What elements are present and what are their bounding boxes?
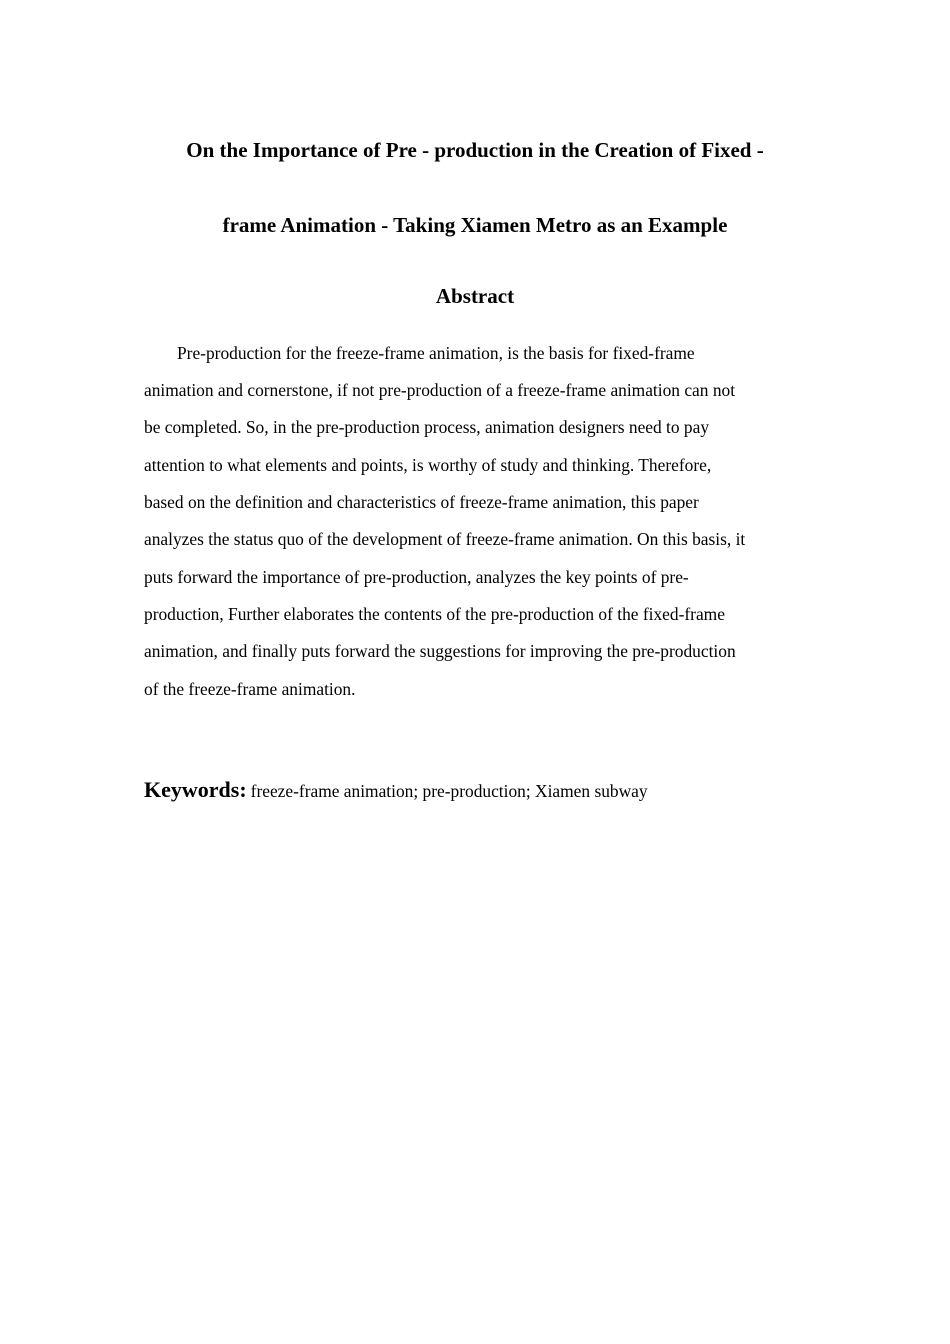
abstract-line: of the freeze-frame animation. [144, 679, 356, 699]
keywords-text: freeze-frame animation; pre-production; Xiamen subway [250, 781, 648, 801]
abstract-line: analyzes the status quo of the development of freeze-frame animation. On this basis, it [144, 529, 746, 549]
abstract-line: be completed. So, in the pre-production process, animation designers need to pay [144, 417, 710, 437]
keywords-label: Keywords: [144, 777, 247, 802]
abstract-heading: Abstract [435, 284, 515, 308]
paper-title-line-1: On the Importance of Pre - production in the Creation of Fixed - [186, 138, 764, 162]
keywords-line [144, 776, 812, 807]
abstract-line: puts forward the importance of pre-production, analyzes the key points of pre- [144, 567, 689, 587]
abstract-line: Pre-production for the freeze-frame animation, is the basis for fixed-frame [177, 343, 695, 363]
abstract-line: animation, and finally puts forward the suggestions for improving the pre-production [144, 641, 736, 661]
abstract-line: animation and cornerstone, if not pre-production of a freeze-frame animation can not [144, 380, 736, 400]
abstract-line: production, Further elaborates the contents of the pre-production of the fixed-frame [144, 604, 725, 624]
abstract-line: based on the definition and characteristics of freeze-frame animation, this paper [144, 492, 699, 512]
paper-title-line-2: frame Animation - Taking Xiamen Metro as an Example [222, 213, 728, 237]
abstract-line: attention to what elements and points, is worthy of study and thinking. Therefore, [144, 455, 712, 475]
